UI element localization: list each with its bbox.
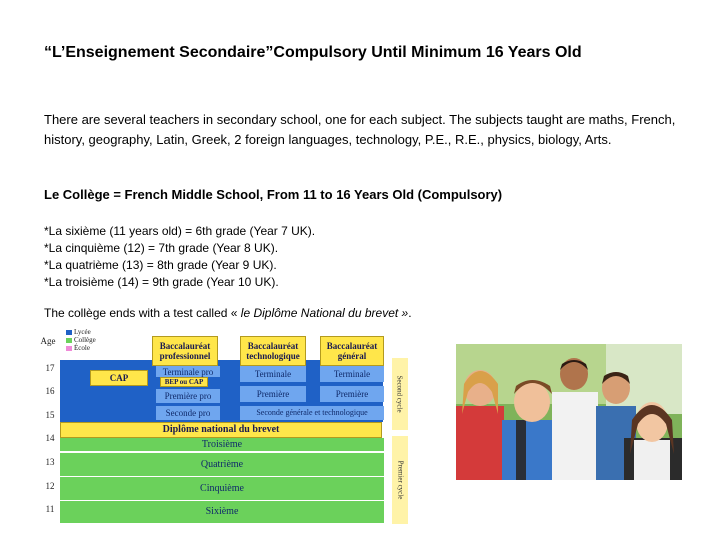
terminale-techno-box: Terminale: [240, 366, 306, 382]
age-axis-label: Age: [40, 336, 56, 346]
bac-general-box: Baccalauréat général: [320, 336, 384, 366]
premier-cycle-label: Premier cycle: [392, 436, 408, 524]
legend-college: Collège: [66, 336, 96, 344]
age-label: 11: [45, 504, 55, 514]
legend-lycee: Lycée: [66, 328, 91, 336]
grade-item: *La sixième (11 years old) = 6th grade (Year 7 UK).: [44, 224, 316, 238]
grade-item: *La quatrième (13) = 8th grade (Year 9 UK).: [44, 258, 277, 272]
age-label: 14: [45, 433, 55, 443]
age-label: 16: [45, 386, 55, 396]
legend-swatch: [66, 330, 72, 335]
terminale-general-box: Terminale: [320, 366, 384, 382]
premiere-general-box: Première: [320, 386, 384, 402]
bep-cap-box: BEP ou CAP: [160, 377, 208, 387]
cinquieme-box: Cinquième: [60, 477, 384, 500]
students-photo: [456, 344, 682, 480]
legend-ecole: École: [66, 344, 90, 352]
second-cycle-label: Second cycle: [392, 358, 408, 430]
seconde-gt-box: Seconde générale et technologique: [240, 406, 384, 420]
bac-techno-box: Baccalauréat technologique: [240, 336, 306, 366]
age-label: 17: [45, 363, 55, 373]
ending-prefix: The collège ends with a test called «: [44, 306, 241, 320]
intro-paragraph: There are several teachers in secondary school, one for each subject. The subjects taught are maths, French, history, geography, Latin, Greek, 2 foreign languages, technology, P.E., R.E., physics, biology, Arts.: [44, 112, 676, 147]
grade-item: *La cinquième (12) = 7th grade (Year 8 UK).: [44, 241, 279, 255]
sixieme-box: Sixième: [60, 501, 384, 523]
age-label: 12: [45, 481, 55, 491]
troisieme-box: Troisième: [60, 438, 384, 451]
age-label: 13: [45, 457, 55, 467]
slide-title: “L’Enseignement Secondaire”Compulsory Until Minimum 16 Years Old: [44, 44, 582, 61]
grade-item: *La troisième (14) = 9th grade (Year 10 UK).: [44, 275, 279, 289]
students-illustration: [456, 344, 682, 480]
grade-list: [44, 223, 315, 291]
legend-swatch: [66, 338, 72, 343]
ending-exam: le Diplôme National du brevet »: [240, 306, 409, 320]
brevet-box: Diplôme national du brevet: [60, 422, 382, 438]
cap-box: CAP: [90, 370, 148, 386]
terminale-pro-box: Terminale pro: [156, 366, 220, 377]
college-heading: Le Collège = French Middle School, From 11 to 16 Years Old (Compulsory): [44, 187, 503, 202]
premiere-pro-box: Première pro: [156, 389, 220, 403]
legend-swatch: [66, 346, 72, 351]
ending-suffix: .: [408, 306, 412, 320]
seconde-pro-box: Seconde pro: [156, 406, 220, 420]
age-label: 15: [45, 410, 55, 420]
bac-pro-box: Baccalauréat professionnel: [152, 336, 218, 366]
quatrieme-box: Quatrième: [60, 453, 384, 476]
premiere-techno-box: Première: [240, 386, 306, 402]
school-system-diagram: [40, 326, 412, 526]
ending-sentence: [44, 306, 412, 320]
